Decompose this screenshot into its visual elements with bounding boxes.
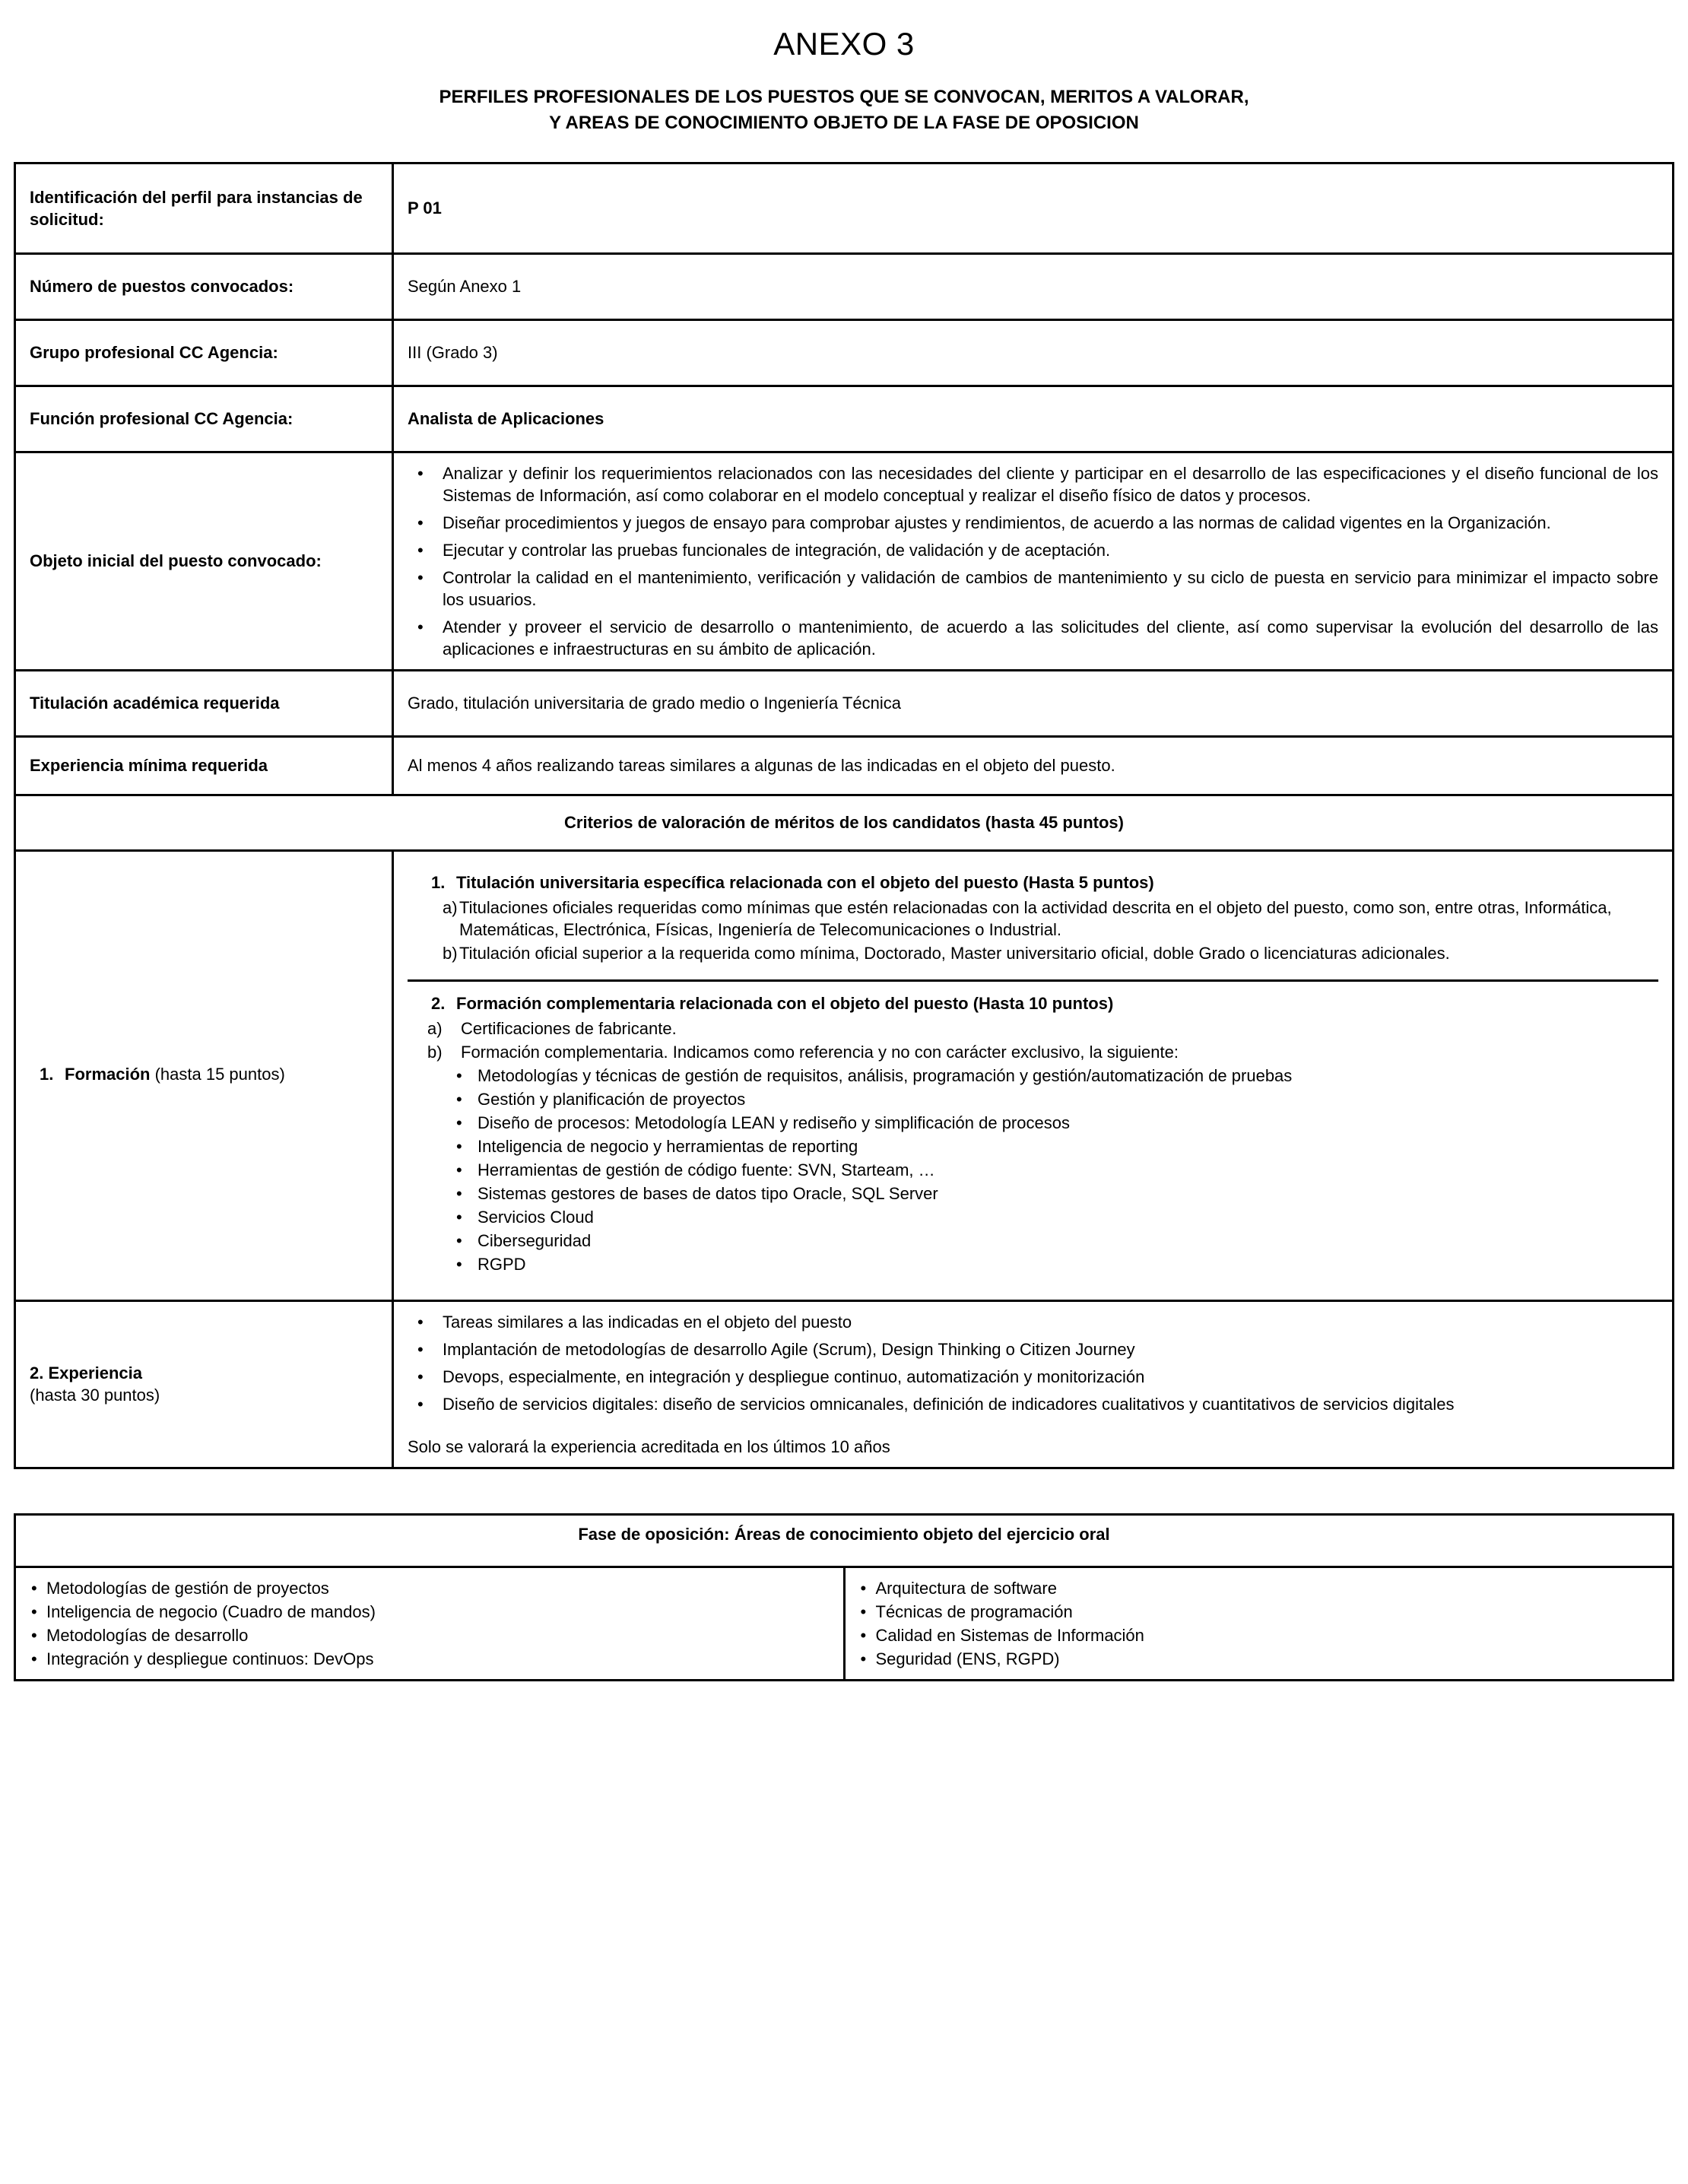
bullet-item — [456, 1159, 1645, 1181]
profile-table — [14, 162, 1674, 1469]
experiencia-note: Solo se valorará la experiencia acreditada en los últimos 10 años — [408, 1436, 890, 1456]
bullet-text: Servicios Cloud — [478, 1208, 594, 1227]
bullet-text: Gestión y planificación de proyectos — [478, 1090, 746, 1109]
criterios-header: Criterios de valoración de méritos de los candidatos (hasta 45 puntos) — [15, 795, 1674, 850]
bullet-item — [408, 462, 1658, 506]
bullet-text: Inteligencia de negocio y herramientas de reporting — [478, 1137, 858, 1157]
bullet-item — [27, 1648, 833, 1670]
bullet-icon — [856, 1601, 876, 1623]
section-heading-line — [421, 871, 1645, 894]
list-item-b — [421, 1041, 1645, 1063]
bullet-icon — [408, 1338, 443, 1360]
field-label-numero-puestos: Número de puestos convocados: — [15, 253, 393, 319]
item-marker: a) — [427, 1019, 443, 1039]
bullet-item — [456, 1065, 1645, 1087]
bullet-text: Diseñar procedimientos y juegos de ensayo para comprobar ajustes y rendimientos, de acuerdo a las normas de calidad vigentes en la Organización. — [443, 513, 1551, 532]
bullet-icon — [456, 1112, 478, 1134]
bullet-icon — [456, 1182, 478, 1205]
formacion-section-titulacion — [408, 861, 1658, 979]
oposicion-right-cell — [844, 1567, 1674, 1680]
bullet-icon — [856, 1624, 876, 1646]
table-row — [15, 386, 1674, 452]
formacion-label-cell — [15, 850, 393, 1301]
field-label-experiencia-minima: Experiencia mínima requerida — [15, 736, 393, 795]
bullet-icon — [456, 1253, 478, 1275]
bullet-text: Tareas similares a las indicadas en el objeto del puesto — [443, 1313, 852, 1332]
table-row-criterios-header — [15, 795, 1674, 850]
bullet-text: RGPD — [478, 1255, 526, 1275]
bullet-item — [27, 1601, 833, 1623]
item-marker: b) — [427, 1043, 443, 1062]
oposicion-body-row — [15, 1567, 1674, 1680]
field-value-funcion-profesional: Analista de Aplicaciones — [393, 386, 1674, 452]
field-label-funcion-profesional: Función profesional CC Agencia: — [15, 386, 393, 452]
page-subtitle — [0, 84, 1688, 135]
field-value-experiencia-minima: Al menos 4 años realizando tareas similares a algunas de las indicadas en el objeto del puesto. — [393, 736, 1674, 795]
bullet-text: Herramientas de gestión de código fuente: SVN, Starteam, … — [478, 1160, 935, 1180]
section-heading: Formación complementaria relacionada con el objeto del puesto (Hasta 10 puntos) — [456, 994, 1114, 1013]
experiencia-label: 2. Experiencia — [30, 1363, 142, 1382]
formacion-value-cell — [393, 850, 1674, 1301]
bullet-item — [408, 1338, 1658, 1360]
bullet-icon — [456, 1065, 478, 1087]
bullet-text: Ciberseguridad — [478, 1231, 592, 1251]
section-heading: Titulación universitaria específica relacionada con el objeto del puesto (Hasta 5 puntos) — [456, 872, 1154, 892]
bullet-icon — [408, 1366, 443, 1388]
bullet-icon — [856, 1577, 876, 1599]
bullet-item — [456, 1112, 1645, 1134]
bullet-icon — [456, 1135, 478, 1157]
formacion-label: Formación — [65, 1065, 151, 1084]
table-row — [15, 736, 1674, 795]
field-value-grupo-profesional: III (Grado 3) — [393, 319, 1674, 386]
bullet-item — [408, 1393, 1658, 1415]
bullet-icon — [456, 1159, 478, 1181]
bullet-text: Arquitectura de software — [875, 1578, 1057, 1598]
bullet-text: Ejecutar y controlar las pruebas funcionales de integración, de validación y de aceptación. — [443, 540, 1111, 560]
experiencia-label-cell — [15, 1301, 393, 1468]
bullet-text: Inteligencia de negocio (Cuadro de mandos) — [46, 1601, 376, 1621]
field-label-objeto: Objeto inicial del puesto convocado: — [15, 452, 393, 670]
bullet-text: Metodologías de desarrollo — [46, 1625, 249, 1645]
bullet-text: Devops, especialmente, en integración y despliegue continuo, automatización y monitorización — [443, 1367, 1145, 1387]
bullet-item — [456, 1182, 1645, 1205]
bullet-item — [456, 1088, 1645, 1110]
subtitle-line-2: Y AREAS DE CONOCIMIENTO OBJETO DE LA FASE DE OPOSICION — [549, 113, 1139, 134]
field-value-identificacion: P 01 — [393, 163, 1674, 253]
bullet-item — [856, 1624, 1662, 1646]
item-text: Formación complementaria. Indicamos como referencia y no con carácter exclusivo, la siguiente: — [461, 1043, 1179, 1062]
page-title: ANEXO 3 — [773, 26, 915, 62]
table-row-objeto — [15, 452, 1674, 670]
bullet-icon — [27, 1601, 46, 1623]
table-row — [15, 670, 1674, 736]
experiencia-value-cell — [393, 1301, 1674, 1468]
formacion-number: 1. — [40, 1065, 54, 1084]
bullet-text: Diseño de procesos: Metodología LEAN y rediseño y simplificación de procesos — [478, 1113, 1070, 1133]
bullet-item — [408, 1366, 1658, 1388]
bullet-text: Sistemas gestores de bases de datos tipo Oracle, SQL Server — [478, 1184, 938, 1204]
bullet-item — [408, 1311, 1658, 1333]
list-item-b — [421, 942, 1645, 964]
bullet-icon — [408, 539, 443, 561]
bullet-icon — [408, 616, 443, 660]
bullet-item — [456, 1135, 1645, 1157]
item-text: Certificaciones de fabricante. — [461, 1019, 677, 1039]
bullet-icon — [408, 1311, 443, 1333]
bullet-icon — [456, 1206, 478, 1228]
field-label-identificacion: Identificación del perfil para instancias de solicitud: — [15, 163, 393, 253]
field-label-grupo-profesional: Grupo profesional CC Agencia: — [15, 319, 393, 386]
bullet-text: Implantación de metodologías de desarrollo Agile (Scrum), Design Thinking o Citizen Journey — [443, 1340, 1135, 1360]
field-value-objeto — [393, 452, 1674, 670]
bullet-text: Atender y proveer el servicio de desarrollo o mantenimiento, de acuerdo a las solicitudes del cliente, así como supervisar la evolución del desarrollo de las aplicaciones e infraestructuras en su ámbito de aplicación. — [443, 617, 1658, 659]
bullet-text: Analizar y definir los requerimientos relacionados con las necesidades del cliente y participar en el desarrollo de las especificaciones y el diseño funcional de los Sistemas de Información, así como colaborar en el modelo conceptual y realizar el diseño físico de datos y procesos. — [443, 463, 1658, 505]
bullet-icon — [408, 462, 443, 506]
table-row — [15, 319, 1674, 386]
bullet-text: Metodologías de gestión de proyectos — [46, 1578, 329, 1598]
bullet-item — [27, 1577, 833, 1599]
oposicion-left-cell — [15, 1567, 845, 1680]
section-number: 2. — [431, 994, 446, 1013]
subtitle-line-1: PERFILES PROFESIONALES DE LOS PUESTOS QUE SE CONVOCAN, MERITOS A VALORAR, — [439, 87, 1249, 108]
table-row-formacion — [15, 850, 1674, 1301]
item-marker: b) — [443, 943, 458, 963]
bullet-text: Técnicas de programación — [875, 1601, 1073, 1621]
formacion-section-complementaria — [408, 979, 1658, 1290]
formacion-label-points: (hasta 15 puntos) — [154, 1065, 285, 1084]
bullet-icon — [456, 1088, 478, 1110]
field-label-titulacion: Titulación académica requerida — [15, 670, 393, 736]
bullet-item — [456, 1206, 1645, 1228]
bullet-text: Calidad en Sistemas de Información — [875, 1625, 1144, 1645]
item-text: Titulaciones oficiales requeridas como mínimas que estén relacionadas con la actividad descrita en el objeto del puesto, como son, entre otras, Informática, Matemáticas, Electrónica, Físicas, Ingeniería de Telecomunicaciones o Industrial. — [459, 897, 1612, 939]
list-item-a — [421, 897, 1645, 941]
table-row-experiencia — [15, 1301, 1674, 1468]
formacion-label-line — [30, 1063, 378, 1085]
bullet-item — [408, 539, 1658, 561]
bullet-icon — [408, 512, 443, 534]
bullet-text: Controlar la calidad en el mantenimiento, verificación y validación de cambios de mantenimiento y su ciclo de puesta en servicio para minimizar el impacto sobre los usuarios. — [443, 567, 1658, 609]
bullet-icon — [27, 1648, 46, 1670]
bullet-icon — [27, 1624, 46, 1646]
bullet-icon — [408, 567, 443, 611]
field-value-titulacion: Grado, titulación universitaria de grado medio o Ingeniería Técnica — [393, 670, 1674, 736]
item-marker: a) — [443, 897, 458, 917]
bullet-item — [856, 1577, 1662, 1599]
list-item-a — [421, 1017, 1645, 1040]
oposicion-table — [14, 1513, 1674, 1681]
formacion-label-wrap — [65, 1063, 285, 1085]
bullet-icon — [856, 1648, 876, 1670]
section-number: 1. — [431, 872, 446, 892]
bullet-icon — [456, 1230, 478, 1252]
table-row — [15, 163, 1674, 253]
bullet-text: Diseño de servicios digitales: diseño de servicios omnicanales, definición de indicadores cualitativos y cuantitativos de servicios digitales — [443, 1395, 1455, 1414]
bullet-icon — [27, 1577, 46, 1599]
field-value-numero-puestos: Según Anexo 1 — [393, 253, 1674, 319]
bullet-icon — [408, 1393, 443, 1415]
bullet-item — [408, 567, 1658, 611]
table-row — [15, 253, 1674, 319]
bullet-item — [856, 1601, 1662, 1623]
bullet-item — [456, 1230, 1645, 1252]
bullet-item — [408, 512, 1658, 534]
bullet-item — [856, 1648, 1662, 1670]
bullet-item — [27, 1624, 833, 1646]
oposicion-header: Fase de oposición: Áreas de conocimiento objeto del ejercicio oral — [15, 1514, 1674, 1567]
item-text: Titulación oficial superior a la requerida como mínima, Doctorado, Master universitario oficial, doble Grado o licenciaturas adicionales. — [459, 943, 1450, 963]
oposicion-header-row — [15, 1514, 1674, 1567]
bullet-text: Seguridad (ENS, RGPD) — [875, 1649, 1060, 1668]
bullet-item — [456, 1253, 1645, 1275]
bullet-text: Integración y despliegue continuos: DevOps — [46, 1649, 374, 1668]
experiencia-label-points: (hasta 30 puntos) — [30, 1386, 160, 1405]
section-heading-line — [421, 992, 1645, 1014]
bullet-text: Metodologías y técnicas de gestión de requisitos, análisis, programación y gestión/automatización de pruebas — [478, 1066, 1293, 1086]
bullet-item — [408, 616, 1658, 660]
